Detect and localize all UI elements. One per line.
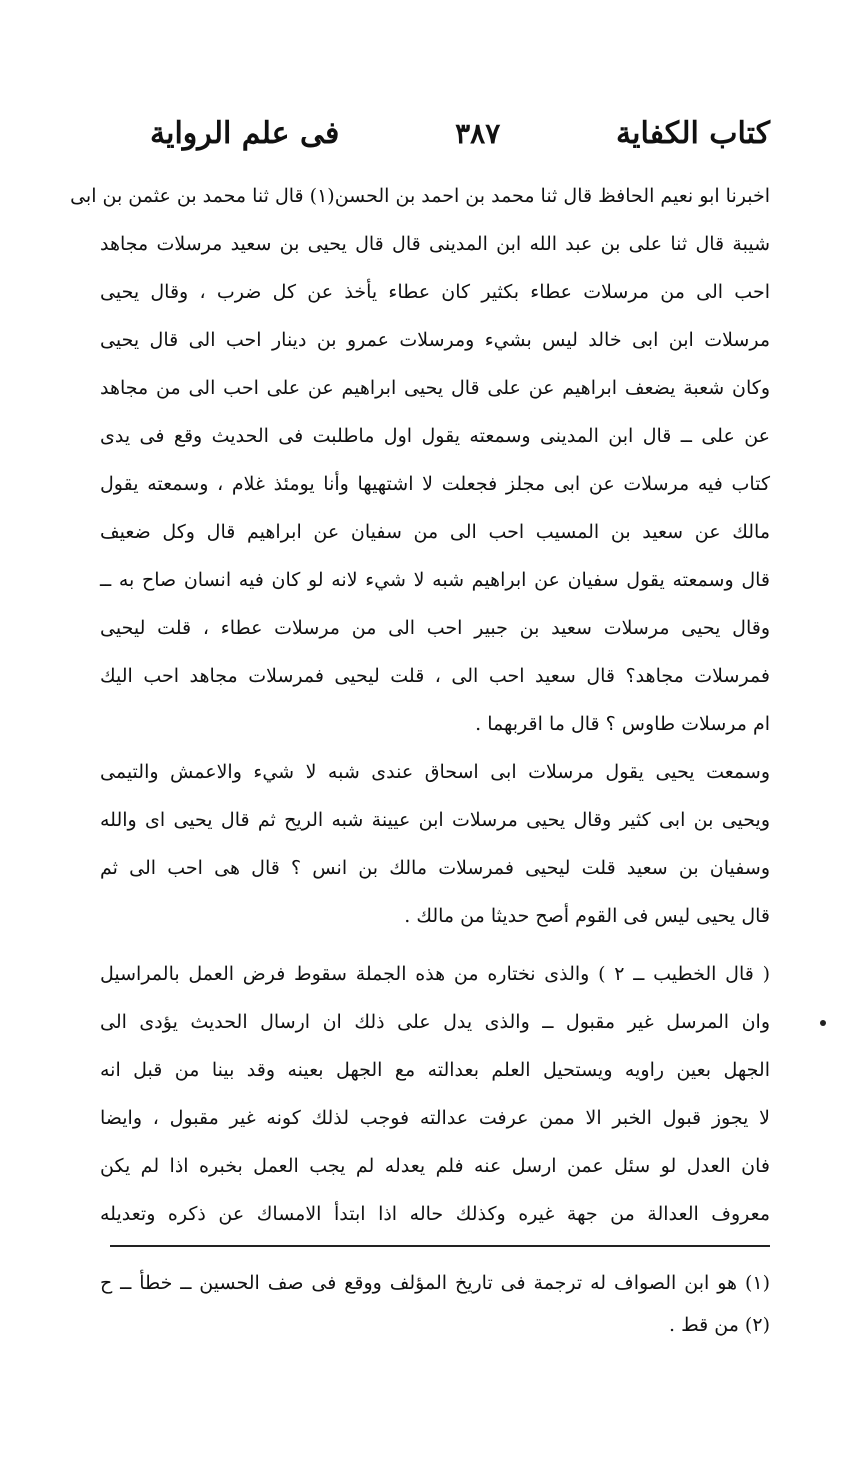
running-head — [150, 108, 770, 158]
footnotes — [100, 1262, 770, 1346]
text-line: مالك عن سعيد بن المسيب احب الى من سفيان عن ابراهيم قال وكل ضعيف — [100, 521, 770, 543]
margin-dot — [820, 1020, 826, 1026]
text-line: فان العدل لو سئل عمن ارسل عنه فلم يعدله لم يجب العمل بخبره اذا لم يكن — [100, 1155, 770, 1177]
book-title: كتاب الكفاية — [616, 115, 770, 151]
text-line: شيبة قال ثنا على بن عبد الله ابن المدينى قال قال يحيى بن سعيد مرسلات مجاهد — [100, 233, 770, 255]
paragraph-gap — [100, 940, 770, 950]
text-line: قال وسمعته يقول سفيان عن ابراهيم شبه لا شيء لانه لو كان فيه انسان صاح به ــ — [100, 569, 770, 591]
paragraph-1 — [70, 172, 770, 748]
text-line: ( قال الخطيب ــ ٢ ) والذى نختاره من هذه الجملة سقوط فرض العمل بالمراسيل — [100, 963, 770, 985]
text-line: ام مرسلات طاوس ؟ قال ما اقربهما . — [475, 713, 770, 735]
text-line: معروف العدالة من جهة غيره وكذلك حاله اذا ابتدأ الامساك عن ذكره وتعديله — [100, 1203, 770, 1225]
page-number: ٣٨٧ — [455, 116, 501, 150]
text-line: الجهل بعين راويه ويستحيل العلم بعدالته مع الجهل بعينه وقد بينا من قبل انه — [100, 1059, 770, 1081]
text-line: وكان شعبة يضعف ابراهيم عن على قال يحيى ابراهيم عن على احب الى من مجاهد — [100, 377, 770, 399]
text-line: كتاب فيه مرسلات عن ابى مجلز فجعلت لا اشتهيها وأنا يومئذ غلام ، وسمعته يقول — [100, 473, 770, 495]
footnote-divider — [110, 1245, 770, 1247]
subject-title: فى علم الرواية — [150, 115, 340, 151]
text-line: وقال يحيى مرسلات سعيد بن جبير احب الى من مرسلات عطاء ، قلت ليحيى — [100, 617, 770, 639]
text-line: قال يحيى ليس فى القوم أصح حديثا من مالك . — [404, 905, 770, 927]
text-line: عن على ــ قال ابن المدينى وسمعته يقول اول ماطلبت فى الحديث وقع فى يدى — [100, 425, 770, 447]
text-line: احب الى من مرسلات عطاء بكثير كان عطاء يأخذ عن كل ضرب ، وقال يحيى — [100, 281, 770, 303]
footnote-2: (٢) من قط . — [669, 1314, 770, 1336]
text-line: وسمعت يحيى يقول مرسلات ابى اسحاق عندى شبه لا شيء والاعمش والتيمى — [100, 761, 770, 783]
paragraph-2 — [100, 748, 770, 940]
text-line: ويحيى بن ابى كثير وقال يحيى مرسلات ابن عيينة شبه الريح ثم قال يحيى اى والله — [100, 809, 770, 831]
text-line: وان المرسل غير مقبول ــ والذى يدل على ذلك ان ارسال الحديث يؤدى الى — [100, 1011, 770, 1033]
main-text — [70, 172, 770, 1238]
text-line: مرسلات ابن ابى خالد ليس بشيء ومرسلات عمرو بن دينار احب الى قال يحيى — [100, 329, 770, 351]
footnote-1: (١) هو ابن الصواف له ترجمة فى تاريخ المؤلف ووقع فى صف الحسين ــ خطأ ــ ح — [100, 1272, 770, 1294]
paragraph-3 — [100, 950, 770, 1238]
text-line: اخبرنا ابو نعيم الحافظ قال ثنا محمد بن احمد بن الحسن(١) قال ثنا محمد بن عثمن بن ابى — [70, 185, 770, 207]
text-line: فمرسلات مجاهد؟ قال سعيد احب الى ، قلت ليحيى فمرسلات مجاهد احب اليك — [100, 665, 770, 687]
text-line: لا يجوز قبول الخبر الا ممن عرفت عدالته فوجب لذلك كونه غير مقبول ، وايضا — [100, 1107, 770, 1129]
text-line: وسفيان بن سعيد قلت ليحيى فمرسلات مالك بن انس ؟ قال هى احب الى ثم — [100, 857, 770, 879]
